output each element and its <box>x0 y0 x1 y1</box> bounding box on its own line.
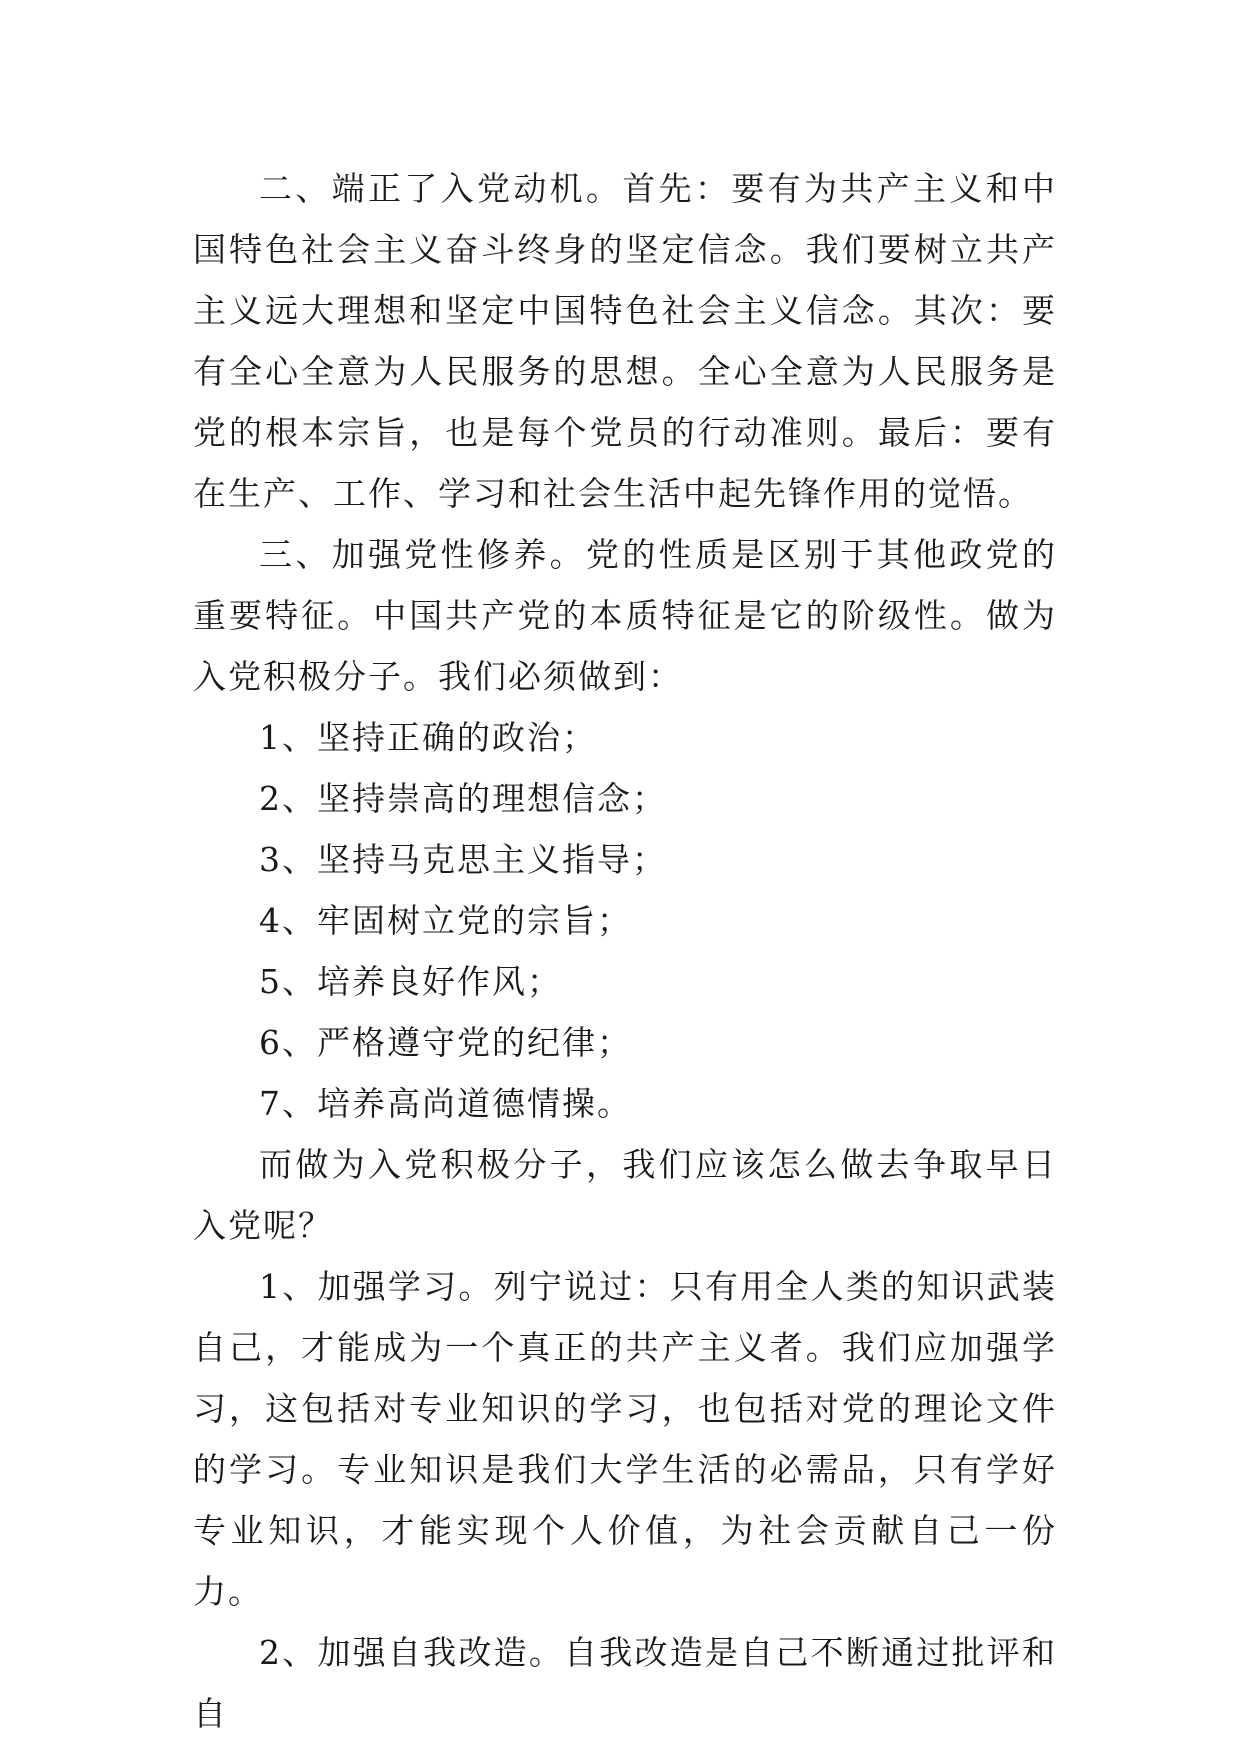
list-item-2: 2、坚持崇高的理想信念； <box>259 779 667 818</box>
list-item-5: 5、培养良好作风； <box>259 962 562 1001</box>
paragraph-party-spirit: 三、加强党性修养。党的性质是区别于其他政党的重要特征。中国共产党的本质特征是它的阶级性。做为入党积极分子。我们必须做到： <box>193 535 1057 696</box>
document-body <box>193 158 1057 1744</box>
paragraph-motivation: 二、端正了入党动机。首先：要有为共产主义和中国特色社会主义奋斗终身的坚定信念。我们要树立共产主义远大理想和坚定中国特色社会主义信念。其次：要有全心全意为人民服务的思想。全心全意为人民服务是党的根本宗旨，也是每个党员的行动准则。最后：要有在生产、工作、学习和社会生活中起先锋作用的觉悟。 <box>193 169 1057 513</box>
list-item-7: 7、培养高尚道德情操。 <box>259 1084 632 1123</box>
list-item-4: 4、牢固树立党的宗旨； <box>259 901 632 940</box>
paragraph-question: 而做为入党积极分子，我们应该怎么做去争取早日入党呢？ <box>193 1145 1057 1245</box>
paragraph-self-reform: 2、加强自我改造。自我改造是自己不断通过批评和自 <box>193 1633 1057 1733</box>
list-item-6: 6、严格遵守党的纪律； <box>259 1023 632 1062</box>
list-item-1: 1、坚持正确的政治； <box>259 718 597 757</box>
list-item-3: 3、坚持马克思主义指导； <box>259 840 667 879</box>
paragraph-study: 1、加强学习。列宁说过：只有用全人类的知识武装自己，才能成为一个真正的共产主义者。我们应加强学习，这包括对专业知识的学习，也包括对党的理论文件的学习。专业知识是我们大学生活的必需品，只有学好专业知识，才能实现个人价值，为社会贡献自己一份力。 <box>193 1267 1057 1611</box>
